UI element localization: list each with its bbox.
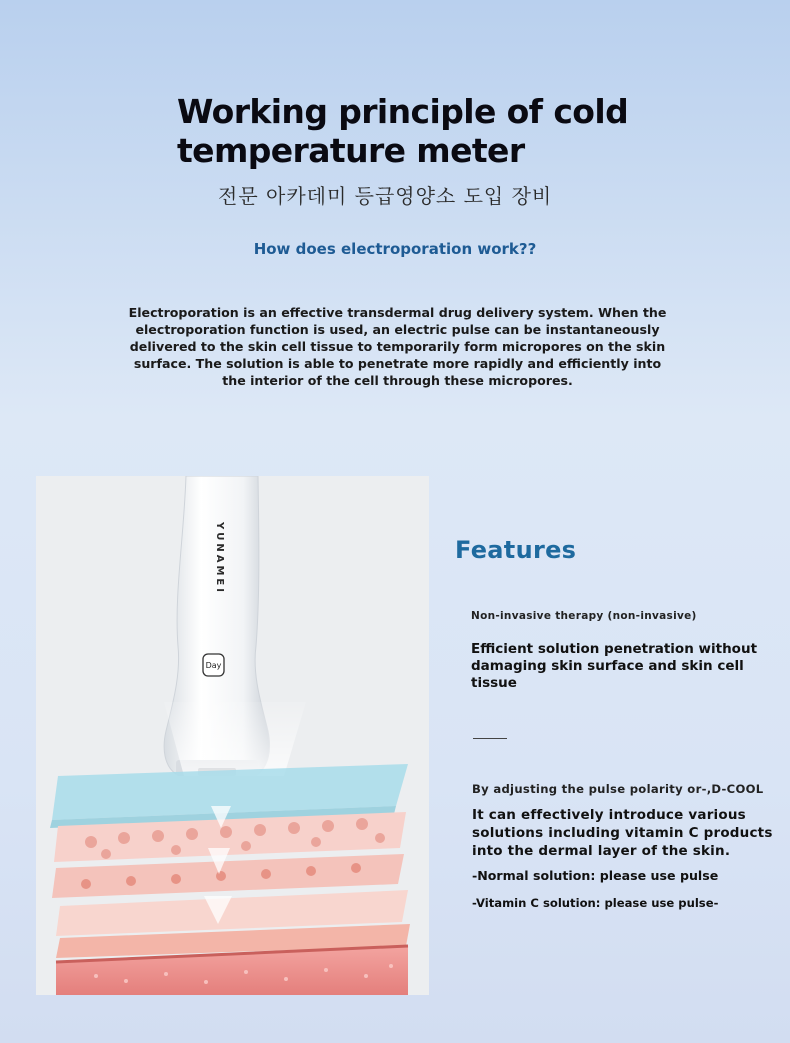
electroporation-description: Electroporation is an effective transdermal drug delivery system. When the electroporation function is used, an electric pulse can be instantaneously delivered to the skin cell tissue to temporarily form micropores on the skin surface. The solution is able to penetrate more rapidly and efficiently into the interior of the cell through these micropores.: [128, 305, 667, 388]
feature-2-text: It can effectively introduce various solutions including vitamin C products into the dermal layer of the skin.: [472, 807, 773, 859]
light-beam: [164, 702, 306, 776]
section-question: How does electroporation work??: [253, 240, 537, 258]
feature-1-text: Efficient solution penetration without damaging skin surface and skin cell tissue: [471, 641, 758, 691]
skin-layers-illustration: [36, 476, 429, 995]
illustration-svg: [36, 476, 429, 995]
device-brand-label: [214, 521, 225, 595]
features-heading: Features: [455, 536, 577, 564]
divider: [473, 738, 507, 739]
normal-solution-note: -Normal solution: please use pulse: [472, 868, 719, 883]
cell-layer-middle: [52, 854, 404, 898]
vitamin-c-note: -Vitamin C solution: please use pulse-: [472, 896, 719, 910]
page-title: Working principle of cold temperature meter: [177, 92, 629, 170]
korean-subtitle: 전문 아카데미 등급영양소 도입 장비: [218, 184, 553, 208]
feature-2-heading: By adjusting the pulse polarity or-,D-COOL: [472, 782, 764, 796]
day-button-label: Day: [205, 661, 222, 670]
brand-text: YUNAMEI: [214, 522, 225, 595]
feature-1-heading: Non-invasive therapy (non-invasive): [471, 610, 697, 622]
